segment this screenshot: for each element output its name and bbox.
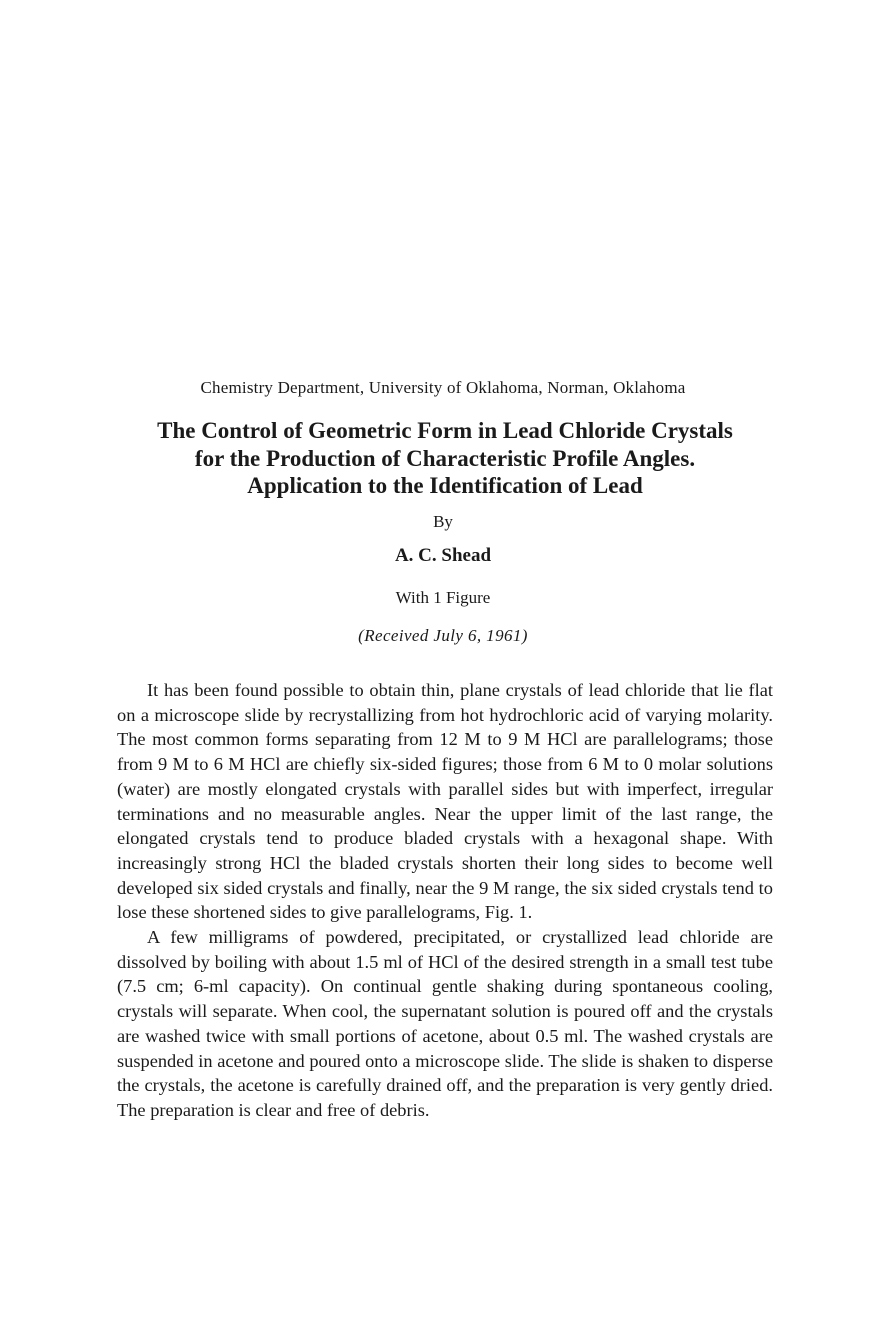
body-paragraph-1: It has been found possible to obtain thin, plane crystals of lead chloride that lie flat on a microscope slide by recrystallizing from hot hydrochloric acid of varying molarity. The most common forms separating from 12 M to 9 M HCl are parallelograms; those from 9 M to 6 M HCl are chiefly six-sided figures; those from 6 M to 0 molar solutions (water) are mostly elongated crystals with parallel sides but with imperfect, irregular terminations and no measurable angles. Near the upper limit of the last range, the elongated crystals tend to produce bladed crystals with a hexagonal shape. With increasingly strong HCl the bladed crystals shorten their long sides to become well developed six sided crystals and finally, near the 9 M range, the six sided crystals tend to lose these shortened sides to give parallelograms, Fig. 1.	[117, 680, 773, 923]
received-date: (Received July 6, 1961)	[358, 626, 528, 645]
title-line-2: for the Production of Characteristic Profile Angles.	[194, 445, 696, 471]
author-name: A. C. Shead	[394, 545, 492, 566]
title-line-3: Application to the Identification of Lead	[247, 473, 643, 498]
paper-body	[117, 678, 773, 1123]
figure-count-note: With 1 Figure	[395, 588, 491, 607]
by-label: By	[433, 512, 453, 531]
title-line-1: The Control of Geometric Form in Lead Chloride Crystals	[157, 418, 733, 443]
author-affiliation: Chemistry Department, University of Oklahoma, Norman, Oklahoma	[200, 378, 686, 397]
body-paragraph-2: A few milligrams of powdered, precipitated, or crystallized lead chloride are dissolved by boiling with about 1.5 ml of HCl of the desired strength in a small test tube (7.5 cm; 6-ml capacity). On continual gentle shaking during spontaneous cooling, crystals will separate. When cool, the supernatant solution is poured off and the crystals are washed twice with small portions of acetone, about 0.5 ml. The washed crystals are suspended in acetone and poured onto a microscope slide. The slide is shaken to disperse the crystals, the acetone is carefully drained off, and the preparation is very gently dried. The preparation is clear and free of debris.	[117, 927, 773, 1120]
paper-title	[100, 417, 790, 500]
